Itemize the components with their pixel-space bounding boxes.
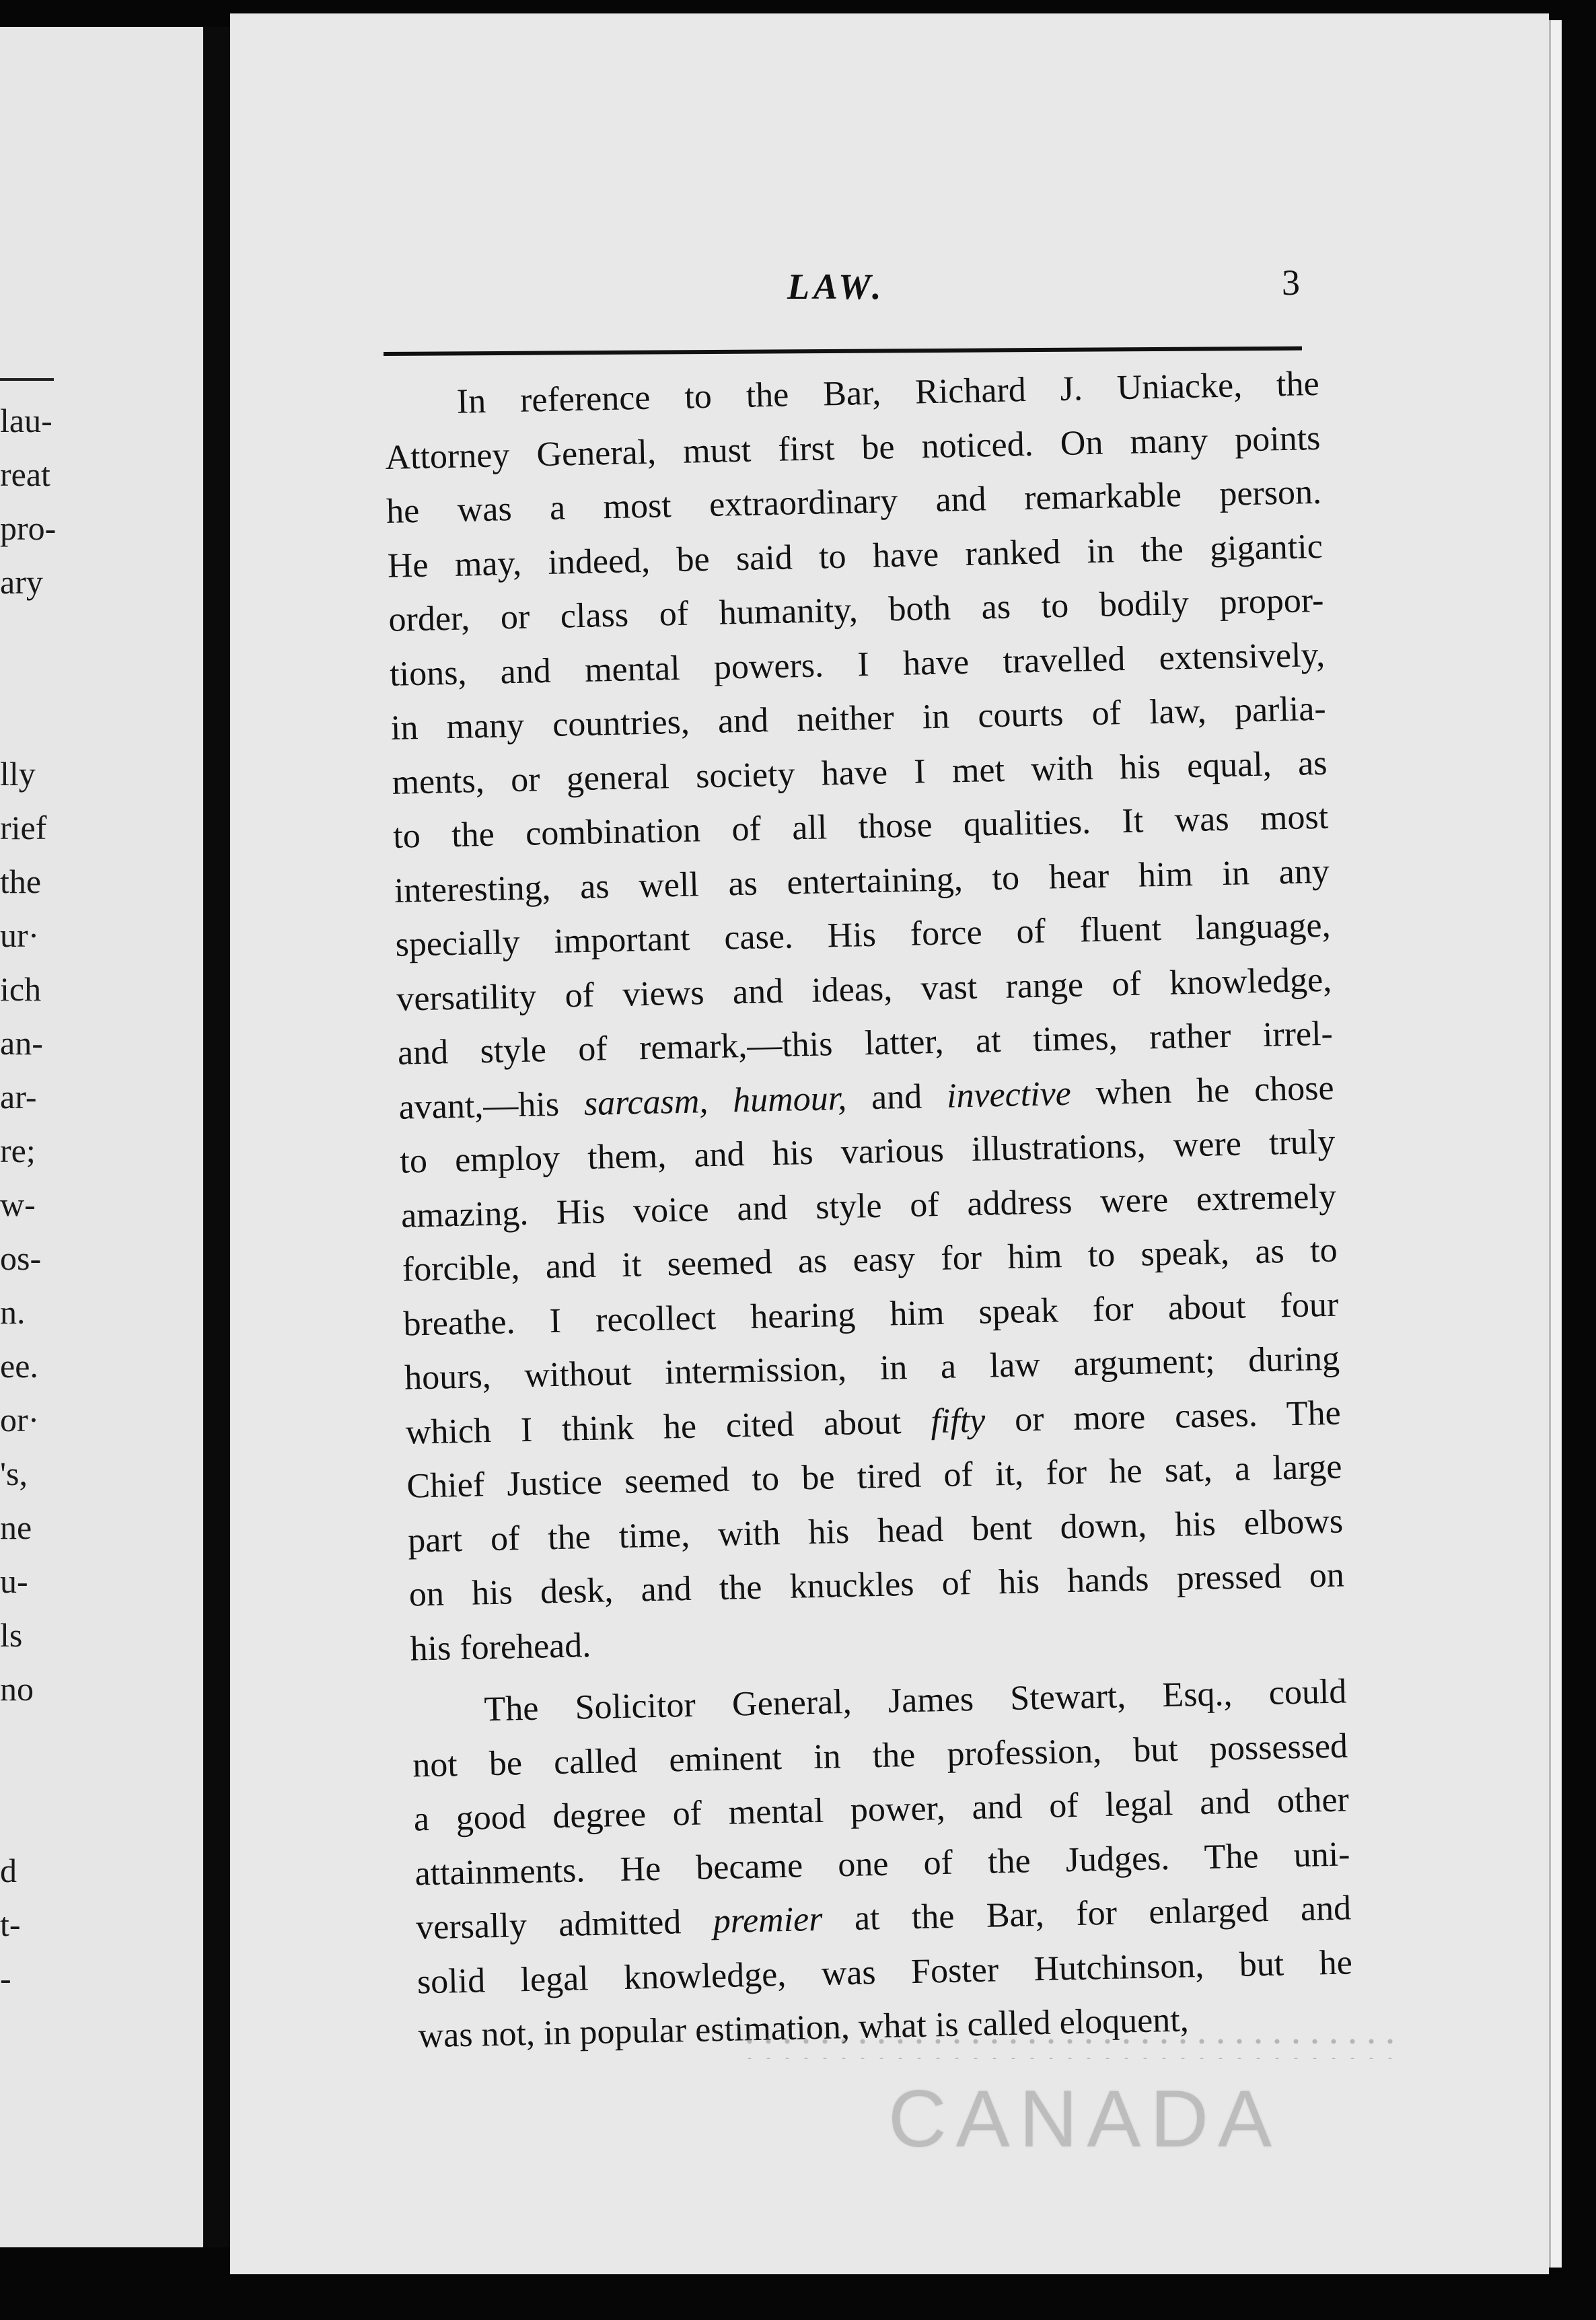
text-line: The Solicitor General, James Stewart, Esq., could	[483, 1672, 1347, 1729]
text-line: solid legal knowledge, was Foster Hutchinson, but he	[416, 1943, 1353, 2001]
facing-page-fragment-line: lly	[0, 755, 36, 793]
facing-page-fragment-line: ary	[0, 563, 43, 601]
facing-page-fragment-line: 's,	[0, 1455, 28, 1492]
page-edge	[1549, 20, 1562, 2268]
facing-page-fragment-line: an-	[0, 1024, 43, 1062]
page-number: 3	[1282, 262, 1300, 303]
text-line: to the combination of all those qualities. It was most	[392, 797, 1329, 856]
facing-page-fragment-line: reat	[0, 456, 50, 493]
facing-page-fragment-line: t-	[0, 1906, 21, 1943]
facing-page-fragment-line: rief	[0, 809, 47, 846]
facing-page-fragment-line: ee.	[0, 1347, 38, 1385]
text-line: his forehead.	[410, 1626, 591, 1669]
text-line: versally admitted premier at the Bar, for enlarged and	[415, 1889, 1352, 1947]
facing-page-fragment-line: n.	[0, 1293, 26, 1331]
facing-page-fragment-line: d	[0, 1852, 17, 1889]
text-line: not be called eminent in the profession, but possessed	[412, 1726, 1348, 1785]
text-line: versatility of views and ideas, vast range of knowledge,	[396, 960, 1332, 1019]
facing-page-fragment-line: os-	[0, 1239, 42, 1277]
running-head	[0, 262, 1596, 320]
facing-page-fragment-line: lau-	[0, 402, 52, 439]
text-line: In reference to the Bar, Richard J. Uniacke, the	[456, 364, 1320, 421]
text-line: Attorney General, must first be noticed. On many points	[384, 419, 1321, 477]
text-line: forcible, and it seemed as easy for him to speak, as to	[402, 1231, 1338, 1289]
facing-page-fragment-line: no	[0, 1670, 34, 1708]
text-line: was not, in popular estimation, what is called eloquent,	[418, 2000, 1190, 2056]
paragraph	[411, 1665, 1354, 2063]
perforation-dots	[740, 2032, 1400, 2059]
book-gutter	[203, 27, 230, 2247]
text-line: ments, or general society have I met with his equal, as	[392, 744, 1328, 802]
text-line: in many countries, and neither in courts of law, parlia-	[390, 689, 1327, 748]
facing-page-fragment-line: w-	[0, 1186, 36, 1223]
text-line: Chief Justice seemed to be tired of it, for he sat, a large	[406, 1447, 1342, 1506]
facing-page-fragment-line: ich	[0, 970, 42, 1008]
perforated-stamp: CANADA	[888, 2074, 1282, 2164]
body-text	[384, 357, 1354, 2064]
facing-page-fragment-line: u-	[0, 1562, 28, 1600]
facing-page-fragment-line: ur·	[0, 916, 40, 954]
text-line: order, or class of humanity, both as to bodily propor-	[388, 581, 1324, 639]
text-line: amazing. His voice and style of address were extremely	[400, 1177, 1337, 1235]
text-line: attainments. He became one of the Judges. The uni-	[414, 1834, 1350, 1893]
text-line: specially important case. His force of fluent language,	[395, 906, 1332, 964]
running-head-title: LAW.	[787, 266, 885, 307]
text-line: and style of remark,—this latter, at times, rather irrel-	[397, 1014, 1334, 1073]
facing-page-fragment-line: re;	[0, 1132, 36, 1169]
facing-page-fragment-line: ne	[0, 1509, 32, 1546]
text-line: interesting, as well as entertaining, to hear him in any	[394, 852, 1330, 910]
text-line: breathe. I recollect hearing him speak for about four	[402, 1285, 1339, 1344]
paragraph	[384, 357, 1346, 1677]
text-line: on his desk, and the knuckles of his hands pressed on	[408, 1556, 1345, 1614]
facing-page-fragment-line: ar-	[0, 1078, 37, 1116]
facing-page-fragment-line: ls	[0, 1616, 23, 1654]
facing-page-rule	[0, 378, 54, 381]
facing-page-fragment	[0, 27, 203, 2247]
text-line: avant,—his sarcasm, humour, and invective when he chose	[398, 1068, 1335, 1127]
text-line: tions, and mental powers. I have travelled extensively,	[389, 635, 1326, 694]
text-line: He may, indeed, be said to have ranked in the gigantic	[387, 527, 1323, 585]
text-line: which I think he cited about fifty or more cases. The	[405, 1393, 1342, 1452]
text-line: a good degree of mental power, and of legal and other	[413, 1780, 1350, 1839]
facing-page-fragment-line: or·	[0, 1401, 40, 1439]
text-line: to employ them, and his various illustrations, were truly	[399, 1122, 1336, 1181]
text-line: hours, without intermission, in a law argument; during	[404, 1339, 1340, 1398]
facing-page-fragment-line: the	[0, 863, 42, 900]
text-line: part of the time, with his head bent down, his elbows	[407, 1502, 1344, 1560]
text-line: he was a most extraordinary and remarkable person.	[386, 472, 1322, 531]
facing-page-fragment-line: -	[0, 1959, 11, 1997]
facing-page-fragment-line: pro-	[0, 509, 57, 547]
